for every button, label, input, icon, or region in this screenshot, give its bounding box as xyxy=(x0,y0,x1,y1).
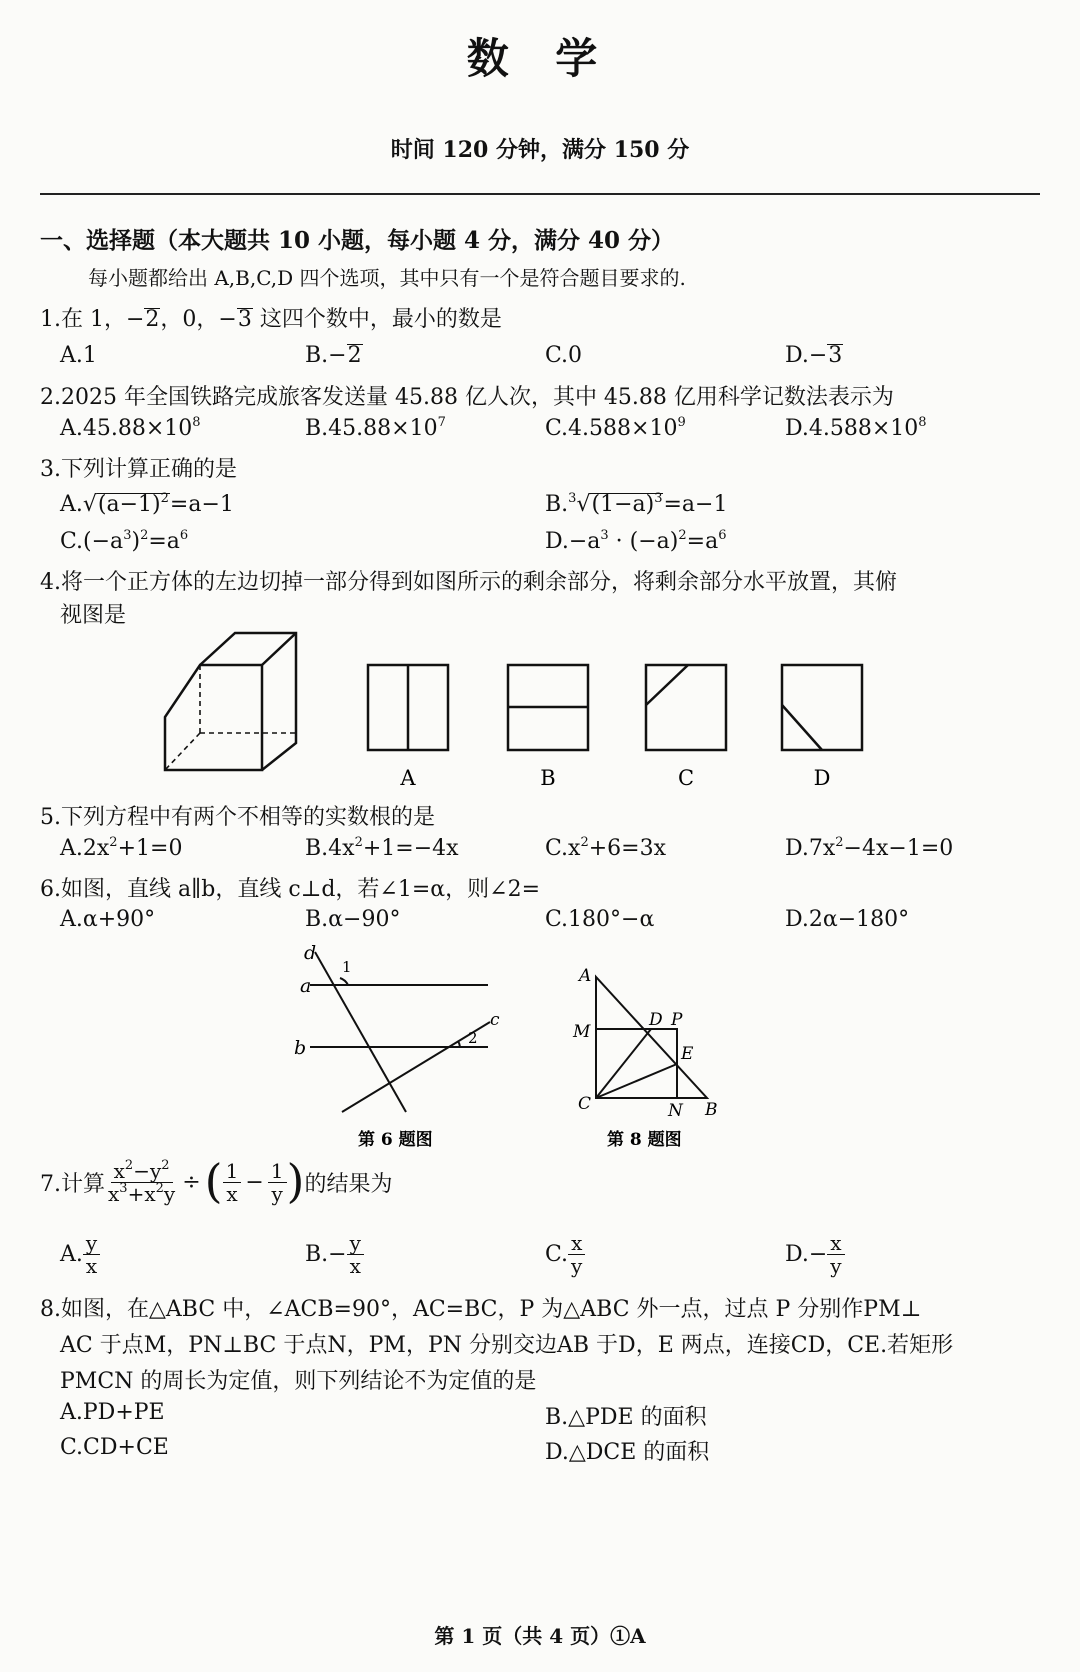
q8-option-c: C.CD+CE xyxy=(60,1435,169,1460)
angle-2-label: 2 xyxy=(468,1029,478,1047)
line-d xyxy=(315,952,406,1112)
point-b-label: B xyxy=(705,1100,718,1120)
figure-8 xyxy=(565,955,745,1155)
option-d-view xyxy=(782,665,862,750)
cube-hidden-edges xyxy=(165,665,296,770)
q2-option-b: $B.45.88\times 10^7$ xyxy=(305,415,446,441)
segment-ce xyxy=(596,1064,677,1098)
section-title: 一、选择题（本大题共 10 小题，每小题 4 分，满分 40 分） xyxy=(40,227,675,254)
q6-option-d: D.2α−180° xyxy=(785,907,910,932)
point-e-label: E xyxy=(681,1044,694,1064)
label-a: a xyxy=(300,975,312,997)
question-7-stem: 7.计算 $\frac{x^2-y^2}{x^3+x^2y}$ ÷ ( $\frac{1}{x}$ − $\frac{1}{y}$ ) 的结果为 xyxy=(40,1153,393,1208)
question-5-stem: 5.下列方程中有两个不相等的实数根的是 xyxy=(40,805,435,830)
q8-option-a: A.PD+PE xyxy=(60,1400,165,1425)
section-instruction: 每小题都给出 A,B,C,D 四个选项，其中只有一个是符合题目要求的. xyxy=(88,266,686,290)
q7-fraction-2: $\frac{1}{x}$ xyxy=(223,1160,242,1205)
point-m-label: M xyxy=(573,1022,591,1042)
point-d-label: D xyxy=(649,1010,663,1030)
question-8-stem-line1: 8.如图，在△ABC 中，∠ACB=90°，AC=BC，P 为△ABC 外一点，过点 P 分别作PM⊥ xyxy=(40,1297,922,1322)
point-p-label: P xyxy=(671,1010,683,1030)
q6-option-c: C.180°−α xyxy=(545,907,655,932)
q7-option-b: B.− $\frac{y}{x}$ xyxy=(305,1232,364,1277)
option-b-view xyxy=(508,665,588,750)
option-d-label: D xyxy=(813,766,831,790)
figure-6-caption: 第 6 题图 xyxy=(358,1130,433,1150)
page-title: 数 学 xyxy=(466,34,614,83)
q5-option-a: $A.2x^2+1=0$ xyxy=(60,835,183,861)
q7-option-d: D.− $\frac{x}{y}$ xyxy=(785,1232,845,1277)
q2-option-d: $D.4.588\times 10^8$ xyxy=(785,415,927,441)
q3-option-a: $A.√(a-1)^2=a-1$ xyxy=(60,491,234,517)
point-a-label: A xyxy=(579,966,592,986)
exam-duration-info: 时间 120 分钟，满分 150 分 xyxy=(390,137,690,163)
q7-option-c: C. $\frac{x}{y}$ xyxy=(545,1232,585,1277)
q5-option-b: $B.4x^2+1=-4x$ xyxy=(305,835,459,861)
q4-figures xyxy=(150,625,890,800)
question-2-stem: 2.2025 年全国铁路完成旅客发送量 45.88 亿人次，其中 45.88 亿用科学记数法表示为 xyxy=(40,385,894,410)
q5-option-c: $C.x^2+6=3x$ xyxy=(545,835,667,861)
page-footer: 第 1 页（共 4 页）①A xyxy=(434,1624,646,1648)
q8-option-b: B.△PDE 的面积 xyxy=(545,1405,707,1430)
option-c-label: C xyxy=(677,766,695,790)
question-4-stem-line1: 4.将一个正方体的左边切掉一部分得到如图所示的剩余部分，将剩余部分水平放置，其俯 xyxy=(40,570,897,595)
option-a-label: A xyxy=(400,766,416,790)
q1-option-a: A.1 xyxy=(60,343,97,368)
rectangle-pmcn xyxy=(596,1029,677,1098)
angle-1-arc xyxy=(340,978,348,985)
point-n-label: N xyxy=(668,1101,683,1121)
option-a-view xyxy=(368,665,448,750)
question-1-stem: 1.在 1，−2，0，−3 这四个数中，最小的数是 xyxy=(40,307,502,332)
q2-option-a: $A.45.88\times 10^8$ xyxy=(60,415,201,441)
q1-option-d: D.−3 xyxy=(785,343,843,368)
q1-option-c: C.0 xyxy=(545,343,583,368)
q1-option-b: B.−2 xyxy=(305,343,362,368)
question-8-stem-line2: AC 于点M，PN⊥BC 于点N，PM，PN 分别交边AB 于D，E 两点，连接CD，CE.若矩形 xyxy=(60,1333,954,1358)
question-6-stem: 6.如图，直线 a∥b，直线 c⊥d，若∠1=α，则∠2= xyxy=(40,877,541,902)
q7-option-a: A. $\frac{y}{x}$ xyxy=(60,1232,100,1277)
label-c: c xyxy=(490,1010,500,1030)
option-c-view xyxy=(646,665,726,750)
q3-option-c: $C.(-a^3)^2=a^6$ xyxy=(60,528,189,554)
question-8-stem-line3: PMCN 的周长为定值，则下列结论不为定值的是 xyxy=(60,1369,537,1394)
label-d: d xyxy=(304,942,317,964)
option-b-label: B xyxy=(540,766,556,790)
question-4-stem-line2: 视图是 xyxy=(60,603,127,628)
label-b: b xyxy=(294,1037,307,1059)
q3-option-b: $B.^3√(1-a)^3=a-1$ xyxy=(545,491,728,517)
question-3-stem: 3.下列计算正确的是 xyxy=(40,457,237,482)
figure-6 xyxy=(280,940,520,1155)
segment-cd xyxy=(596,1029,651,1098)
q5-option-d: $D.7x^2-4x-1=0$ xyxy=(785,835,954,861)
point-c-label: C xyxy=(578,1094,592,1114)
angle-1-label: 1 xyxy=(342,958,352,976)
q6-option-a: A.α+90° xyxy=(60,907,156,932)
q7-fraction-1: $\frac{x^2-y^2}{x^3+x^2y}$ xyxy=(108,1158,176,1206)
header-divider xyxy=(40,193,1040,195)
triangle-abc xyxy=(596,977,707,1098)
q2-option-c: $C.4.588\times 10^9$ xyxy=(545,415,686,441)
q6-option-b: B.α−90° xyxy=(305,907,401,932)
figure-8-caption: 第 8 题图 xyxy=(607,1130,682,1150)
q8-option-d: D.△DCE 的面积 xyxy=(545,1440,710,1465)
q3-option-d: $D.-a^3 \cdot (-a)^2=a^6$ xyxy=(545,528,727,554)
q7-fraction-3: $\frac{1}{y}$ xyxy=(268,1160,287,1205)
